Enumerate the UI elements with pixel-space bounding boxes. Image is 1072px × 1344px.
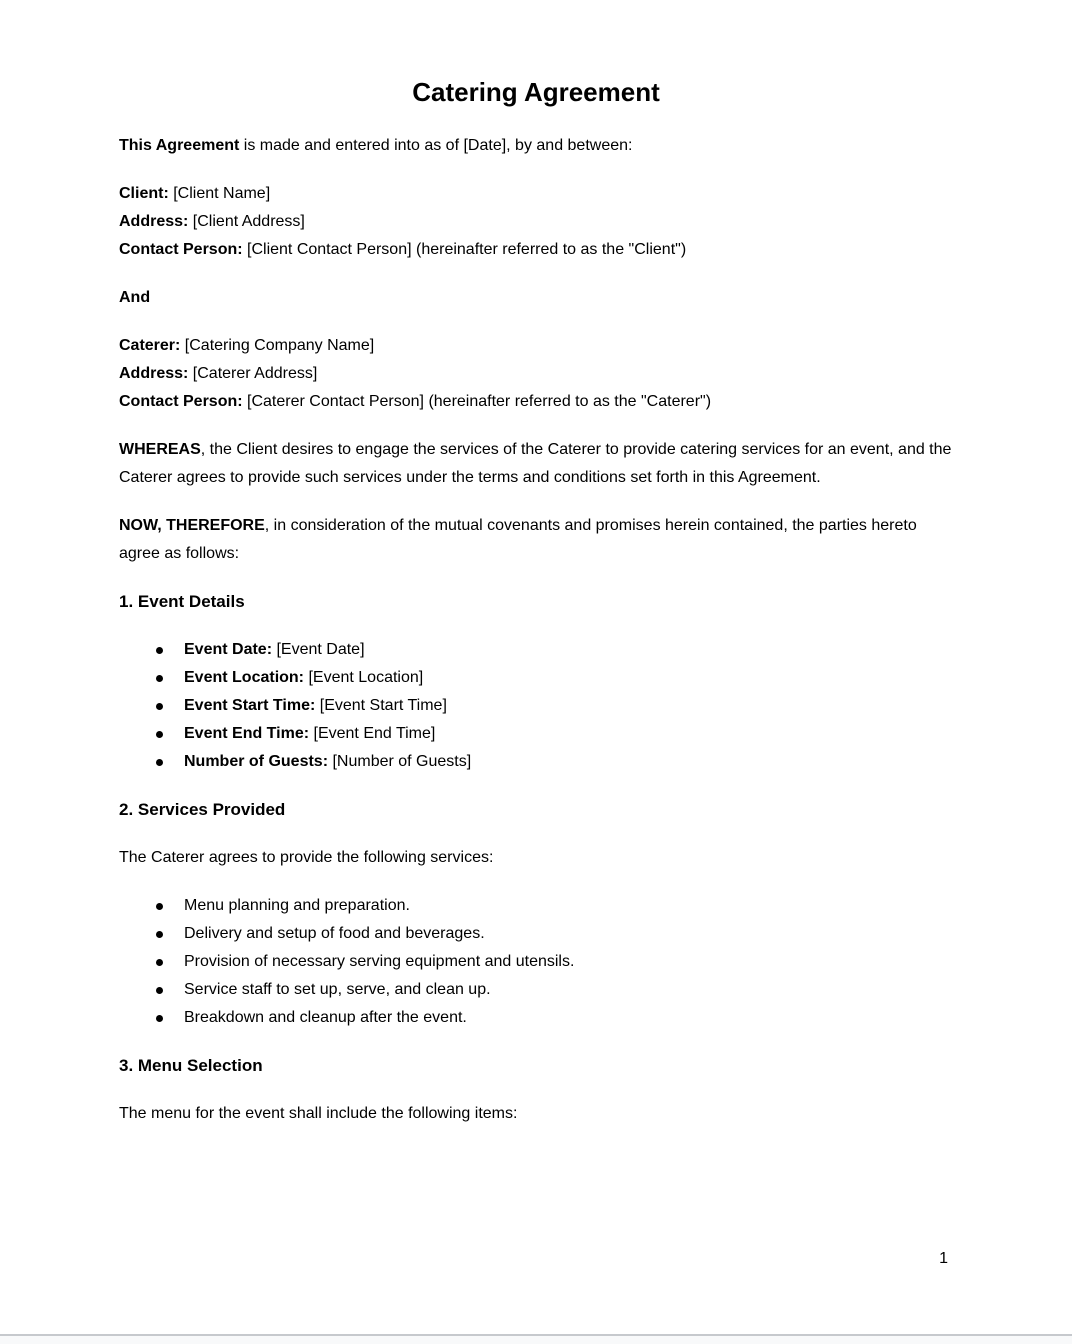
- section-heading-menu-selection: 3. Menu Selection: [119, 1056, 263, 1075]
- client-address-line: [119, 208, 953, 236]
- caterer-contact-label: Contact Person:: [119, 393, 243, 410]
- service-item-text: Breakdown and cleanup after the event.: [184, 1009, 467, 1026]
- event-date-value: [Event Date]: [272, 641, 365, 658]
- intro-text: is made and entered into as of [Date], by and between:: [239, 137, 633, 154]
- client-address-label: Address:: [119, 213, 189, 230]
- client-contact-label: Contact Person:: [119, 241, 243, 258]
- list-item-event-date: [119, 636, 953, 664]
- service-item-text: Service staff to set up, serve, and clean up.: [184, 981, 491, 998]
- list-item-menu-planning: [119, 892, 953, 920]
- whereas-text: , the Client desires to engage the services of the Caterer to provide catering services for an event, and the Caterer agrees to provide such services under the terms and conditions set forth in this Agreement.: [119, 441, 952, 486]
- caterer-name-line: [119, 332, 953, 360]
- caterer-address-value: [Caterer Address]: [188, 365, 318, 382]
- event-location-label: Event Location:: [184, 669, 305, 686]
- client-contact-line: [119, 236, 953, 264]
- list-item-delivery-setup: [119, 920, 953, 948]
- connector-and: And: [119, 289, 151, 306]
- list-item-event-location: [119, 664, 953, 692]
- caterer-address-label: Address:: [119, 365, 189, 382]
- client-value: [Client Name]: [168, 185, 271, 202]
- caterer-value: [Catering Company Name]: [180, 337, 375, 354]
- document-title: Catering Agreement: [412, 77, 660, 107]
- event-end-time-value: [Event End Time]: [309, 725, 436, 742]
- event-location-value: [Event Location]: [304, 669, 424, 686]
- client-contact-value: [Client Contact Person] (hereinafter referred to as the "Client"): [242, 241, 687, 258]
- intro-paragraph: [119, 132, 953, 160]
- service-item-text: Provision of necessary serving equipment and utensils.: [184, 953, 575, 970]
- caterer-address-line: [119, 360, 953, 388]
- now-therefore-text: , in consideration of the mutual covenants and promises herein contained, the parties hereto agree as follows:: [119, 517, 917, 562]
- section-heading-services-provided: 2. Services Provided: [119, 800, 286, 819]
- client-address-value: [Client Address]: [188, 213, 305, 230]
- event-details-list: [119, 636, 953, 776]
- event-start-time-value: [Event Start Time]: [315, 697, 447, 714]
- page-number: 1: [939, 1250, 948, 1267]
- menu-lead-paragraph: The menu for the event shall include the following items:: [119, 1105, 518, 1122]
- section-heading-event-details: 1. Event Details: [119, 592, 245, 611]
- client-name-line: [119, 180, 953, 208]
- number-of-guests-label: Number of Guests:: [184, 753, 329, 770]
- now-therefore-lead-bold: NOW, THEREFORE: [119, 517, 265, 534]
- client-label: Client:: [119, 185, 169, 202]
- service-item-text: Delivery and setup of food and beverages.: [184, 925, 485, 942]
- service-item-text: Menu planning and preparation.: [184, 897, 410, 914]
- event-date-label: Event Date:: [184, 641, 273, 658]
- services-lead-paragraph: The Caterer agrees to provide the following services:: [119, 849, 494, 866]
- client-block: [119, 180, 953, 264]
- list-item-breakdown-cleanup: [119, 1004, 953, 1032]
- number-of-guests-value: [Number of Guests]: [328, 753, 472, 770]
- caterer-label: Caterer:: [119, 337, 181, 354]
- list-item-provision-equipment: [119, 948, 953, 976]
- now-therefore-paragraph: [119, 512, 953, 568]
- caterer-block: [119, 332, 953, 416]
- event-end-time-label: Event End Time:: [184, 725, 310, 742]
- list-item-number-of-guests: [119, 748, 953, 776]
- event-start-time-label: Event Start Time:: [184, 697, 316, 714]
- intro-lead-bold: This Agreement: [119, 137, 240, 154]
- services-list: [119, 892, 953, 1032]
- whereas-paragraph: [119, 436, 953, 492]
- caterer-contact-line: [119, 388, 953, 416]
- list-item-event-start-time: [119, 692, 953, 720]
- whereas-lead-bold: WHEREAS: [119, 441, 201, 458]
- caterer-contact-value: [Caterer Contact Person] (hereinafter referred to as the "Caterer"): [242, 393, 712, 410]
- list-item-service-staff: [119, 976, 953, 1004]
- list-item-event-end-time: [119, 720, 953, 748]
